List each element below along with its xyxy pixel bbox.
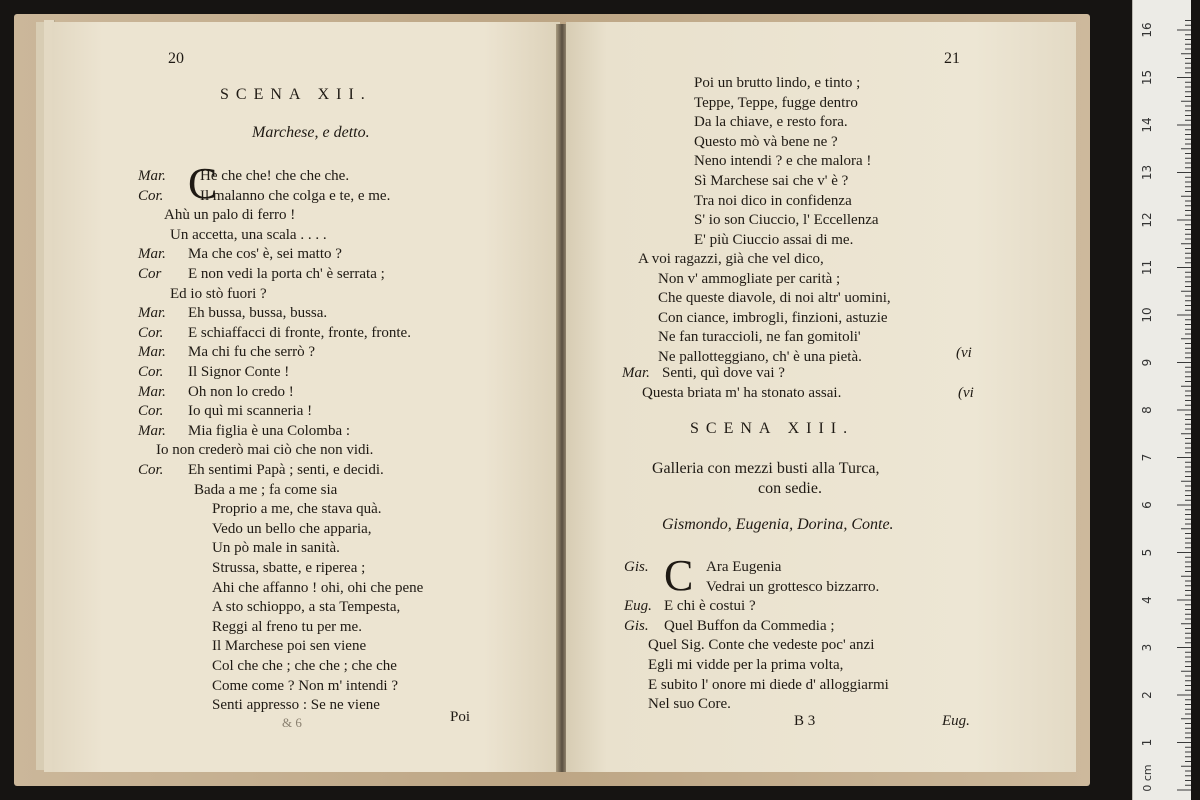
stage-direction: (vi (958, 385, 974, 401)
line-text: Proprio a me, che stava quà. (212, 501, 382, 518)
signature-mark: B 3 (794, 713, 816, 729)
scene-setting: Galleria con mezzi busti alla Turca, (652, 460, 880, 477)
drop-cap: C (188, 159, 218, 208)
speaker-label: Cor. (138, 187, 164, 204)
speaker-label: Mar. (138, 246, 166, 263)
line-text: E subito l' onore mi diede d' alloggiarmi (648, 676, 889, 693)
scene-setting: con sedie. (758, 480, 822, 497)
speaker-label: Cor. (138, 462, 164, 478)
speaker-label: Cor. (138, 403, 164, 420)
line-text: Il Signor Conte ! (188, 364, 290, 380)
ruler-number: 16 (1140, 22, 1154, 38)
line-text: Ne pallotteggiano, ch' è una pietà. (658, 349, 862, 365)
line-text: Egli mi vidde per la prima volta, (648, 657, 844, 673)
page-number: 21 (944, 50, 960, 67)
line-text: Che queste diavole, di noi altr' uomini, (658, 290, 891, 307)
line-text: Eh bussa, bussa, bussa. (188, 305, 328, 322)
line-text: Un accetta, una scala . . . . (170, 226, 327, 243)
line-text: Eh sentimi Papà ; senti, e decidi. (188, 462, 384, 478)
scene-title: SCENA XII. (220, 86, 372, 103)
ruler-unit-label: 0 cm (1141, 764, 1154, 792)
line-text: A voi ragazzi, già che vel dico, (638, 251, 824, 267)
line-text: E' più Ciuccio assai di me. (694, 231, 854, 248)
speaker-label: Mar. (622, 365, 650, 381)
left-page (52, 22, 560, 772)
right-page (566, 22, 1076, 772)
line-text: Vedo un bello che apparia, (212, 520, 372, 537)
line-text: E chi è costui ? (664, 598, 756, 615)
signature-mark: & 6 (282, 715, 302, 730)
ruler-number: 5 (1140, 548, 1154, 557)
line-text: E non vedi la porta ch' è serrata ; (188, 266, 385, 282)
line-text: Poi un brutto lindo, e tinto ; (694, 75, 861, 91)
line-text: Non v' ammogliate per carità ; (658, 270, 841, 287)
line-text: Io non crederò mai ciò che non vidi. (156, 442, 374, 459)
line-text: Nel suo Core. (648, 696, 731, 713)
drop-cap: C (664, 551, 694, 600)
line-text: Ma chi fu che serrò ? (188, 344, 316, 361)
line-text: Ahi che affanno ! ohi, ohi che pene (212, 579, 424, 596)
speaker-label: Mar. (138, 168, 166, 184)
speaker-label: Eug. (624, 598, 652, 615)
ruler-number: 10 (1140, 307, 1154, 323)
line-text: Col che che ; che che ; che che (212, 658, 397, 674)
line-text: A sto schioppo, a sta Tempesta, (212, 599, 401, 616)
speaker-label: Mar. (138, 305, 166, 322)
speaker-label: Gis. (624, 559, 649, 575)
line-text: Ara Eugenia (706, 559, 782, 575)
line-text: Quel Buffon da Commedia ; (664, 617, 835, 634)
line-text: Teppe, Teppe, fugge dentro (694, 94, 858, 111)
line-text: E schiaffacci di fronte, fronte, fronte. (188, 324, 411, 341)
line-text: Il malanno che colga e te, e me. (200, 187, 391, 204)
line-text: Quel Sig. Conte che vedeste poc' anzi (648, 637, 875, 654)
ruler-number: 12 (1140, 212, 1154, 228)
catchword: Eug. (942, 713, 970, 729)
line-text: Ne fan turaccioli, ne fan gomitoli' (658, 329, 861, 346)
line-text: Mia figlia è una Colomba : (188, 422, 351, 439)
measuring-ruler (1132, 0, 1191, 800)
speaker-label: Mar. (138, 383, 166, 400)
speaker-label: Mar. (138, 422, 166, 439)
page-number: 20 (168, 50, 184, 67)
ruler-number: 3 (1140, 643, 1154, 652)
ruler-number: 2 (1140, 691, 1154, 699)
speaker-label: Cor. (138, 364, 164, 380)
line-text: Reggi al freno tu per me. (212, 618, 362, 635)
ruler-number: 15 (1140, 69, 1154, 86)
line-text: Un pò male in sanità. (212, 540, 340, 557)
line-text: Con ciance, imbrogli, finzioni, astuzie (658, 309, 888, 326)
line-text: Questo mò và bene ne ? (694, 133, 838, 150)
ruler-number: 4 (1140, 596, 1154, 604)
ruler-number: 13 (1140, 164, 1154, 181)
line-text: He che che! che che che. (200, 168, 350, 184)
line-text: Ed io stò fuori ? (170, 285, 267, 302)
line-text: Come come ? Non m' intendi ? (212, 677, 398, 694)
speaker-label: Cor. (138, 324, 164, 341)
speaker-label: Cor (138, 266, 162, 282)
ruler-number: 1 (1140, 738, 1154, 747)
line-text: Bada a me ; fa come sia (194, 481, 338, 498)
stage-direction: (vi (956, 345, 972, 361)
ruler-number: 11 (1140, 259, 1154, 276)
ruler-number: 8 (1140, 406, 1154, 414)
scene-characters: Gismondo, Eugenia, Dorina, Conte. (662, 516, 894, 533)
line-text: Ma che cos' è, sei matto ? (188, 246, 342, 263)
ruler-number: 9 (1140, 358, 1154, 367)
line-text: Oh non lo credo ! (188, 383, 294, 400)
line-text: Senti appresso : Se ne viene (212, 697, 380, 714)
line-text: S' io son Ciuccio, l' Eccellenza (694, 212, 879, 229)
line-text: Tra noi dico in confidenza (694, 192, 852, 209)
ruler-number: 6 (1140, 501, 1154, 509)
line-text: Strussa, sbatte, e riperea ; (212, 560, 366, 576)
verse-line: Senti, quì dove vai ? (662, 365, 785, 381)
line-text: Io quì mi scanneria ! (188, 403, 313, 420)
ruler-number: 7 (1140, 453, 1154, 462)
line-text: Sì Marchese sai che v' è ? (694, 173, 849, 189)
scene-title: SCENA XIII. (690, 420, 855, 437)
speaker-label: Gis. (624, 617, 649, 634)
line-text: Neno intendi ? e che malora ! (694, 153, 872, 170)
verse-line: Questa briata m' ha stonato assai. (642, 385, 842, 401)
line-text: Da la chiave, e resto fora. (694, 114, 848, 131)
ruler-number: 14 (1140, 117, 1154, 133)
line-text: Il Marchese poi sen viene (212, 638, 367, 655)
ruler-scale (1133, 0, 1191, 800)
line-text: Vedrai un grottesco bizzarro. (706, 578, 880, 595)
speaker-label: Mar. (138, 344, 166, 361)
scene-characters: Marchese, e detto. (252, 124, 370, 141)
line-text: Ahù un palo di ferro ! (164, 207, 296, 224)
catchword: Poi (450, 709, 471, 725)
